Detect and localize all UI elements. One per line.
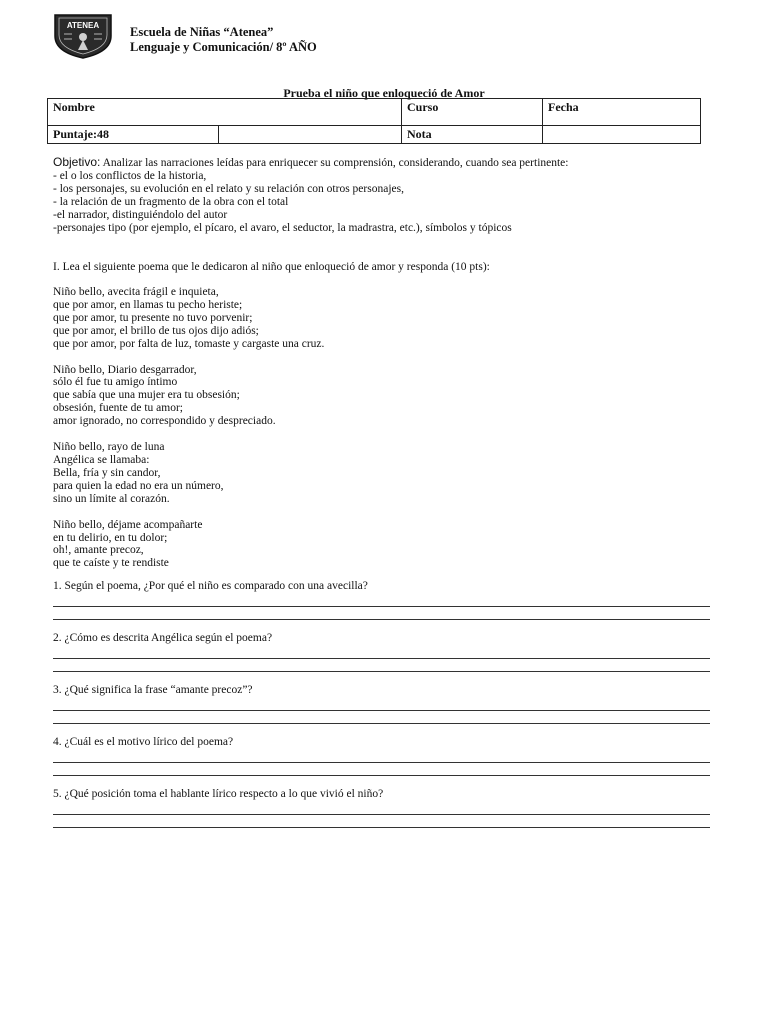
nota-label: Nota bbox=[407, 127, 432, 141]
question-item bbox=[53, 632, 710, 684]
objective-section bbox=[53, 156, 568, 235]
objective-item: - la relación de un fragmento de la obra con el total bbox=[53, 196, 289, 208]
objective-item: -personajes tipo (por ejemplo, el pícaro, el avaro, el seductor, la madrastra, etc.), símbolos y tópicos bbox=[53, 222, 512, 234]
fecha-label: Fecha bbox=[548, 100, 579, 114]
answer-line[interactable] bbox=[53, 595, 710, 607]
objective-item: - el o los conflictos de la historia, bbox=[53, 170, 207, 182]
question-item bbox=[53, 788, 710, 840]
puntaje-cell bbox=[48, 126, 219, 144]
poem-line: para quien la edad no era un número, bbox=[53, 479, 224, 492]
poem-line: Bella, fría y sin candor, bbox=[53, 466, 161, 479]
logo-text: ATENEA bbox=[66, 21, 100, 30]
objective-label: Objetivo: bbox=[53, 155, 101, 169]
exam-title: Prueba el niño que enloqueció de Amor bbox=[283, 86, 485, 100]
poem-line: que por amor, el brillo de tus ojos dijo adiós; bbox=[53, 324, 259, 337]
objective-item: - los personajes, su evolución en el relato y su relación con otros personajes, bbox=[53, 183, 404, 195]
poem-line: Angélica se llamaba: bbox=[53, 453, 150, 466]
poem-line: oh!, amante precoz, bbox=[53, 544, 144, 557]
nombre-cell[interactable] bbox=[48, 99, 402, 126]
poem bbox=[53, 286, 324, 583]
poem-line: Niño bello, déjame acompañarte bbox=[53, 518, 203, 531]
poem-line: Niño bello, rayo de luna bbox=[53, 441, 165, 454]
poem-line: sino un límite al corazón. bbox=[53, 492, 170, 505]
answer-line[interactable] bbox=[53, 659, 710, 672]
questions-section bbox=[53, 580, 710, 840]
subject-line: Lenguaje y Comunicación/ 8º AÑO bbox=[130, 40, 317, 54]
instruction: I. Lea el siguiente poema que le dedicaron al niño que enloqueció de amor y responda (10 pts): bbox=[53, 261, 490, 273]
poem-line: que por amor, tu presente no tuvo porvenir; bbox=[53, 311, 253, 324]
question-item bbox=[53, 684, 710, 736]
question-text: 3. ¿Qué significa la frase “amante precoz”? bbox=[53, 684, 253, 696]
school-logo bbox=[52, 12, 114, 60]
fecha-cell[interactable] bbox=[543, 99, 701, 126]
puntaje-label: Puntaje:48 bbox=[53, 127, 109, 141]
objective-item: -el narrador, distinguiéndolo del autor bbox=[53, 209, 228, 221]
answer-line[interactable] bbox=[53, 803, 710, 815]
poem-line: en tu delirio, en tu dolor; bbox=[53, 531, 168, 544]
poem-line: obsesión, fuente de tu amor; bbox=[53, 402, 183, 415]
question-text: 2. ¿Cómo es descrita Angélica según el poema? bbox=[53, 632, 273, 644]
poem-line: que sabía que una mujer era tu obsesión; bbox=[53, 389, 240, 402]
answer-line[interactable] bbox=[53, 699, 710, 711]
curso-cell[interactable] bbox=[402, 99, 543, 126]
poem-stanza bbox=[53, 286, 324, 351]
school-name: Escuela de Niñas “Atenea” bbox=[130, 25, 274, 39]
answer-line[interactable] bbox=[53, 647, 710, 659]
student-info-table bbox=[47, 98, 701, 144]
poem-stanza bbox=[53, 364, 324, 429]
question-item bbox=[53, 736, 710, 788]
poem-line: Niño bello, avecita frágil e inquieta, bbox=[53, 286, 219, 298]
poem-line: que te caíste y te rendiste bbox=[53, 557, 169, 570]
poem-stanza bbox=[53, 441, 324, 506]
nombre-label: Nombre bbox=[53, 100, 95, 114]
curso-label: Curso bbox=[407, 100, 439, 114]
question-text: 4. ¿Cuál es el motivo lírico del poema? bbox=[53, 736, 234, 748]
poem-line: que por amor, por falta de luz, tomaste y cargaste una cruz. bbox=[53, 337, 325, 350]
poem-line: sólo él fue tu amigo íntimo bbox=[53, 376, 178, 389]
objective-intro: Analizar las narraciones leídas para enriquecer su comprensión, considerando, cuando sea pertinente: bbox=[102, 157, 569, 169]
nota-cell[interactable] bbox=[402, 126, 543, 144]
answer-line[interactable] bbox=[53, 711, 710, 724]
question-text: 5. ¿Qué posición toma el hablante lírico respecto a lo que vivió el niño? bbox=[53, 788, 384, 800]
poem-line: Niño bello, Diario desgarrador, bbox=[53, 363, 197, 376]
answer-line[interactable] bbox=[53, 751, 710, 763]
answer-line[interactable] bbox=[53, 607, 710, 620]
question-item bbox=[53, 580, 710, 632]
question-text: 1. Según el poema, ¿Por qué el niño es comparado con una avecilla? bbox=[53, 580, 368, 592]
nota-value-cell[interactable] bbox=[543, 126, 701, 144]
poem-line: que por amor, en llamas tu pecho heriste; bbox=[53, 298, 243, 311]
poem-line: amor ignorado, no correspondido y despreciado. bbox=[53, 415, 276, 428]
answer-line[interactable] bbox=[53, 815, 710, 828]
poem-stanza bbox=[53, 519, 324, 571]
answer-line[interactable] bbox=[53, 763, 710, 776]
school-header bbox=[130, 25, 317, 55]
puntaje-value-cell[interactable] bbox=[219, 126, 402, 144]
